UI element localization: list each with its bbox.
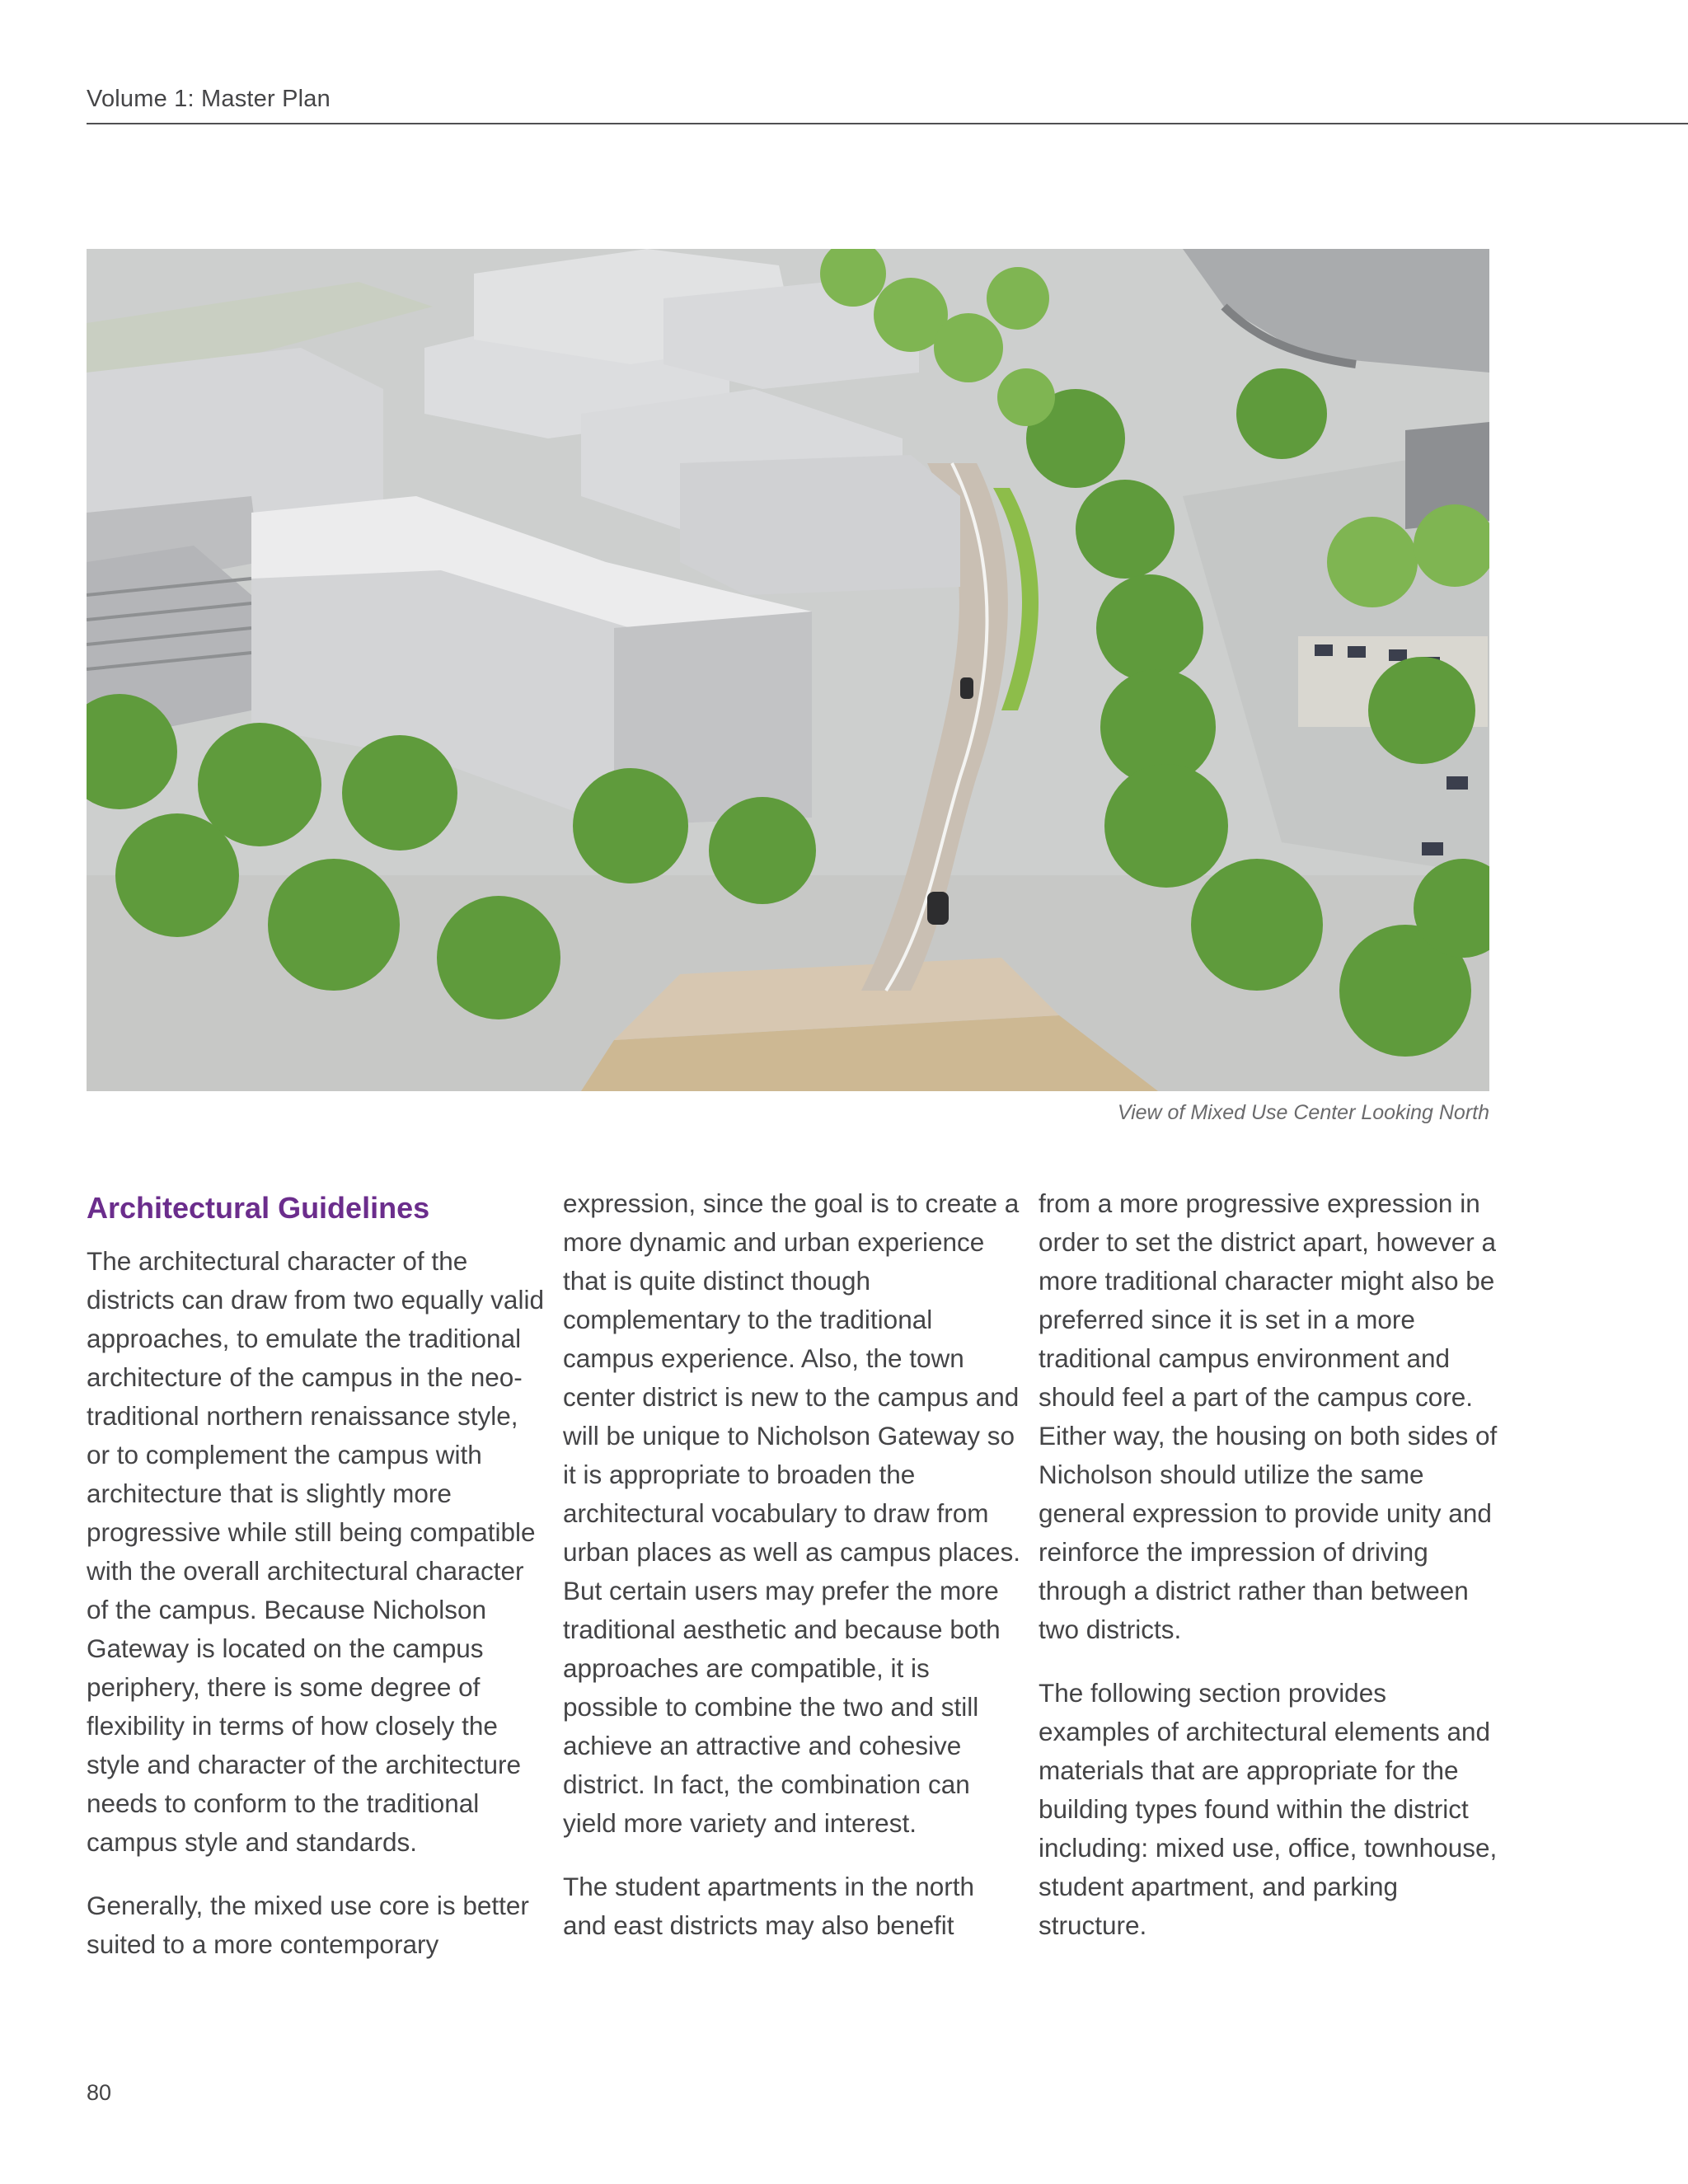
paragraph-gap: [563, 1843, 1025, 1868]
figure-caption: View of Mixed Use Center Looking North: [1117, 1101, 1489, 1124]
paragraph: Generally, the mixed use core is better suited to a more contemporary: [87, 1891, 529, 1959]
paragraph: The following section provides examples of architectural elements and materials that are appropriate for the building types found within the district including: mixed use, office, townhouse, student apartment, and parking structure.: [1039, 1678, 1498, 1940]
site-rendering-image: [87, 249, 1489, 1091]
paragraph: from a more progressive expression in order to set the district apart, however a more traditional character might also be preferred since it is set in a more traditional campus environment and should feel a part of the campus core. Either way, the housing on both sides of Nicholson should utilize the same general expression to provide unity and reinforce the impression of driving through a district rather than between two districts.: [1039, 1188, 1498, 1644]
paragraph-gap: [1039, 1649, 1500, 1674]
section-heading: Architectural Guidelines: [87, 1191, 430, 1225]
paragraph: expression, since the goal is to create a more dynamic and urban experience that is quite distinct though complementary to the traditional campus experience. Also, the town center district is new to the campus and will be unique to Nicholson Gateway so it is appropriate to broaden the architectural vocabulary to draw from urban places as well as campus places. But certain users may prefer the more traditional aesthetic and because both approaches are compatible, it is possible to combine the two and still achieve an attractive and cohesive district. In fact, the combination can yield more variety and interest.: [563, 1188, 1021, 1838]
paragraph: The architectural character of the districts can draw from two equally valid approaches, to emulate the traditional architecture of the campus in the neo-traditional northern renaissance style, or to complement the campus with architecture that is slightly more progressive while still being compatible with the overall architectural character of the campus. Because Nicholson Gateway is located on the campus periphery, there is some degree of flexibility in terms of how closely the style and character of the architecture needs to conform to the traditional campus style and standards.: [87, 1246, 544, 1857]
paragraph: The student apartments in the north and east districts may also benefit: [563, 1872, 975, 1940]
text-column-3: [1039, 1184, 1500, 1945]
text-column-2: [563, 1184, 1025, 1945]
page-number: 80: [87, 2080, 112, 2105]
header-rule: [87, 123, 1688, 124]
paragraph-gap: [87, 1862, 548, 1886]
rendering-illustration: [87, 249, 1489, 1091]
running-head: Volume 1: Master Plan: [87, 86, 331, 112]
text-column-1: [87, 1184, 548, 1964]
